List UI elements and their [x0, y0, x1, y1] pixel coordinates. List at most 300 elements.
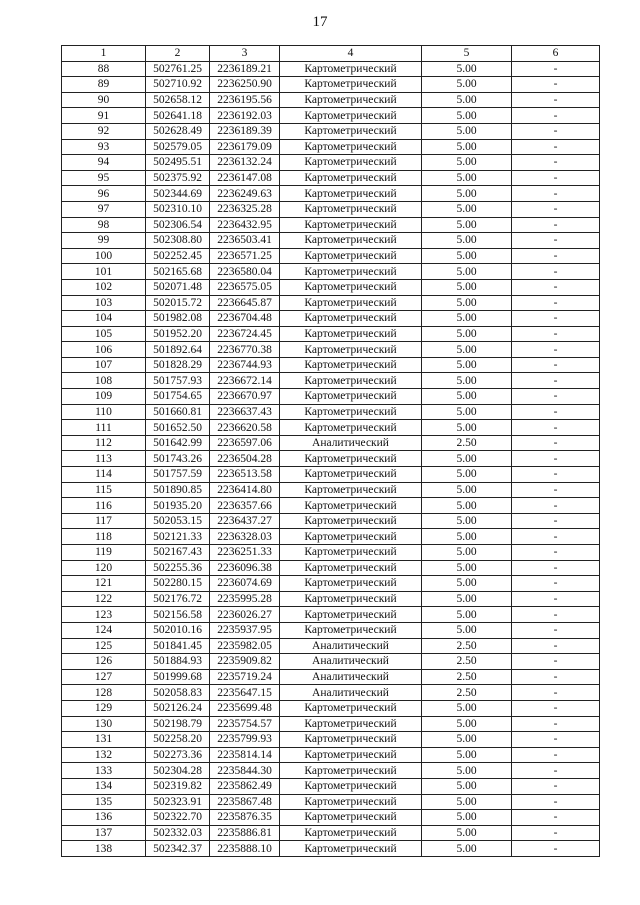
accuracy-cell: 5.00 [422, 186, 512, 202]
point-number-cell: 96 [62, 186, 146, 202]
table-row [62, 342, 600, 358]
accuracy-cell: 5.00 [422, 825, 512, 841]
point-number-cell: 89 [62, 77, 146, 93]
x-coordinate-cell: 502273.36 [146, 747, 210, 763]
note-cell: - [512, 248, 600, 264]
x-coordinate-cell: 502258.20 [146, 732, 210, 748]
accuracy-cell: 5.00 [422, 389, 512, 405]
table-row [62, 716, 600, 732]
x-coordinate-cell: 502156.58 [146, 607, 210, 623]
x-coordinate-cell: 502058.83 [146, 685, 210, 701]
y-coordinate-cell: 2236432.95 [210, 217, 280, 233]
note-cell: - [512, 747, 600, 763]
accuracy-cell: 5.00 [422, 607, 512, 623]
point-number-cell: 108 [62, 373, 146, 389]
method-cell: Картометрический [280, 61, 422, 77]
method-cell: Аналитический [280, 669, 422, 685]
column-header: 6 [512, 46, 600, 62]
y-coordinate-cell: 2235888.10 [210, 841, 280, 857]
y-coordinate-cell: 2236637.43 [210, 404, 280, 420]
table-row [62, 373, 600, 389]
accuracy-cell: 5.00 [422, 482, 512, 498]
x-coordinate-cell: 502579.05 [146, 139, 210, 155]
x-coordinate-cell: 502165.68 [146, 264, 210, 280]
method-cell: Картометрический [280, 295, 422, 311]
point-number-cell: 121 [62, 576, 146, 592]
method-cell: Картометрический [280, 591, 422, 607]
table-row [62, 529, 600, 545]
table-row [62, 404, 600, 420]
method-cell: Картометрический [280, 732, 422, 748]
accuracy-cell: 5.00 [422, 778, 512, 794]
method-cell: Картометрический [280, 513, 422, 529]
accuracy-cell: 5.00 [422, 498, 512, 514]
accuracy-cell: 5.00 [422, 420, 512, 436]
note-cell: - [512, 763, 600, 779]
x-coordinate-cell: 501642.99 [146, 435, 210, 451]
x-coordinate-cell: 502710.92 [146, 77, 210, 93]
note-cell: - [512, 576, 600, 592]
table-row [62, 591, 600, 607]
note-cell: - [512, 622, 600, 638]
accuracy-cell: 5.00 [422, 295, 512, 311]
y-coordinate-cell: 2235909.82 [210, 654, 280, 670]
method-cell: Картометрический [280, 279, 422, 295]
y-coordinate-cell: 2236325.28 [210, 201, 280, 217]
x-coordinate-cell: 501757.59 [146, 467, 210, 483]
point-number-cell: 99 [62, 233, 146, 249]
table-row [62, 685, 600, 701]
note-cell: - [512, 451, 600, 467]
y-coordinate-cell: 2236195.56 [210, 92, 280, 108]
y-coordinate-cell: 2236414.80 [210, 482, 280, 498]
y-coordinate-cell: 2236179.09 [210, 139, 280, 155]
point-number-cell: 122 [62, 591, 146, 607]
y-coordinate-cell: 2235844.30 [210, 763, 280, 779]
note-cell: - [512, 201, 600, 217]
note-cell: - [512, 264, 600, 280]
accuracy-cell: 5.00 [422, 373, 512, 389]
note-cell: - [512, 404, 600, 420]
method-cell: Картометрический [280, 233, 422, 249]
y-coordinate-cell: 2235799.93 [210, 732, 280, 748]
y-coordinate-cell: 2236580.04 [210, 264, 280, 280]
y-coordinate-cell: 2236132.24 [210, 155, 280, 171]
y-coordinate-cell: 2235995.28 [210, 591, 280, 607]
accuracy-cell: 5.00 [422, 467, 512, 483]
x-coordinate-cell: 502053.15 [146, 513, 210, 529]
point-number-cell: 123 [62, 607, 146, 623]
y-coordinate-cell: 2236575.05 [210, 279, 280, 295]
method-cell: Картометрический [280, 825, 422, 841]
accuracy-cell: 5.00 [422, 170, 512, 186]
point-number-cell: 132 [62, 747, 146, 763]
point-number-cell: 105 [62, 326, 146, 342]
x-coordinate-cell: 502761.25 [146, 61, 210, 77]
method-cell: Картометрический [280, 607, 422, 623]
page-number: 17 [312, 14, 328, 30]
point-number-cell: 104 [62, 311, 146, 327]
y-coordinate-cell: 2235814.14 [210, 747, 280, 763]
note-cell: - [512, 295, 600, 311]
x-coordinate-cell: 502304.28 [146, 763, 210, 779]
x-coordinate-cell: 501952.20 [146, 326, 210, 342]
accuracy-cell: 5.00 [422, 451, 512, 467]
note-cell: - [512, 607, 600, 623]
table-header [62, 46, 600, 62]
method-cell: Картометрический [280, 778, 422, 794]
y-coordinate-cell: 2236620.58 [210, 420, 280, 436]
note-cell: - [512, 467, 600, 483]
point-number-cell: 111 [62, 420, 146, 436]
accuracy-cell: 5.00 [422, 576, 512, 592]
note-cell: - [512, 342, 600, 358]
x-coordinate-cell: 501743.26 [146, 451, 210, 467]
x-coordinate-cell: 501884.93 [146, 654, 210, 670]
accuracy-cell: 5.00 [422, 529, 512, 545]
table-row [62, 233, 600, 249]
x-coordinate-cell: 501890.85 [146, 482, 210, 498]
x-coordinate-cell: 502344.69 [146, 186, 210, 202]
column-header: 2 [146, 46, 210, 62]
method-cell: Картометрический [280, 700, 422, 716]
table-row [62, 732, 600, 748]
table-row [62, 357, 600, 373]
y-coordinate-cell: 2235719.24 [210, 669, 280, 685]
point-number-cell: 102 [62, 279, 146, 295]
note-cell: - [512, 778, 600, 794]
note-cell: - [512, 155, 600, 171]
accuracy-cell: 2.50 [422, 638, 512, 654]
method-cell: Картометрический [280, 217, 422, 233]
accuracy-cell: 5.00 [422, 732, 512, 748]
point-number-cell: 117 [62, 513, 146, 529]
point-number-cell: 106 [62, 342, 146, 358]
method-cell: Картометрический [280, 201, 422, 217]
method-cell: Картометрический [280, 747, 422, 763]
accuracy-cell: 5.00 [422, 326, 512, 342]
table-row [62, 389, 600, 405]
method-cell: Аналитический [280, 638, 422, 654]
accuracy-cell: 2.50 [422, 669, 512, 685]
y-coordinate-cell: 2235867.48 [210, 794, 280, 810]
x-coordinate-cell: 502015.72 [146, 295, 210, 311]
point-number-cell: 101 [62, 264, 146, 280]
y-coordinate-cell: 2236026.27 [210, 607, 280, 623]
accuracy-cell: 5.00 [422, 264, 512, 280]
y-coordinate-cell: 2236504.28 [210, 451, 280, 467]
point-number-cell: 113 [62, 451, 146, 467]
table-row [62, 248, 600, 264]
accuracy-cell: 5.00 [422, 201, 512, 217]
y-coordinate-cell: 2236249.63 [210, 186, 280, 202]
point-number-cell: 129 [62, 700, 146, 716]
note-cell: - [512, 373, 600, 389]
x-coordinate-cell: 502495.51 [146, 155, 210, 171]
note-cell: - [512, 139, 600, 155]
note-cell: - [512, 825, 600, 841]
point-number-cell: 116 [62, 498, 146, 514]
point-number-cell: 100 [62, 248, 146, 264]
y-coordinate-cell: 2236251.33 [210, 545, 280, 561]
point-number-cell: 135 [62, 794, 146, 810]
point-number-cell: 109 [62, 389, 146, 405]
note-cell: - [512, 123, 600, 139]
method-cell: Картометрический [280, 186, 422, 202]
accuracy-cell: 5.00 [422, 77, 512, 93]
note-cell: - [512, 170, 600, 186]
x-coordinate-cell: 502641.18 [146, 108, 210, 124]
x-coordinate-cell: 502308.80 [146, 233, 210, 249]
point-number-cell: 115 [62, 482, 146, 498]
method-cell: Картометрический [280, 545, 422, 561]
accuracy-cell: 5.00 [422, 217, 512, 233]
accuracy-cell: 5.00 [422, 248, 512, 264]
x-coordinate-cell: 502280.15 [146, 576, 210, 592]
point-number-cell: 112 [62, 435, 146, 451]
point-number-cell: 128 [62, 685, 146, 701]
y-coordinate-cell: 2236704.48 [210, 311, 280, 327]
table-row [62, 186, 600, 202]
table-row [62, 61, 600, 77]
note-cell: - [512, 669, 600, 685]
point-number-cell: 133 [62, 763, 146, 779]
point-number-cell: 92 [62, 123, 146, 139]
table-row [62, 139, 600, 155]
y-coordinate-cell: 2236189.39 [210, 123, 280, 139]
method-cell: Картометрический [280, 123, 422, 139]
method-cell: Картометрический [280, 155, 422, 171]
table-row [62, 576, 600, 592]
y-coordinate-cell: 2236357.66 [210, 498, 280, 514]
x-coordinate-cell: 501652.50 [146, 420, 210, 436]
accuracy-cell: 5.00 [422, 311, 512, 327]
point-number-cell: 103 [62, 295, 146, 311]
x-coordinate-cell: 501754.65 [146, 389, 210, 405]
accuracy-cell: 5.00 [422, 763, 512, 779]
table-row [62, 607, 600, 623]
y-coordinate-cell: 2236074.69 [210, 576, 280, 592]
accuracy-cell: 5.00 [422, 233, 512, 249]
note-cell: - [512, 794, 600, 810]
accuracy-cell: 5.00 [422, 279, 512, 295]
table-row [62, 482, 600, 498]
x-coordinate-cell: 501999.68 [146, 669, 210, 685]
method-cell: Картометрический [280, 794, 422, 810]
table-row [62, 279, 600, 295]
accuracy-cell: 5.00 [422, 155, 512, 171]
accuracy-cell: 5.00 [422, 123, 512, 139]
x-coordinate-cell: 502332.03 [146, 825, 210, 841]
table-row [62, 841, 600, 857]
method-cell: Картометрический [280, 92, 422, 108]
x-coordinate-cell: 502628.49 [146, 123, 210, 139]
x-coordinate-cell: 502071.48 [146, 279, 210, 295]
note-cell: - [512, 700, 600, 716]
point-number-cell: 120 [62, 560, 146, 576]
note-cell: - [512, 560, 600, 576]
note-cell: - [512, 311, 600, 327]
table-row [62, 326, 600, 342]
method-cell: Картометрический [280, 498, 422, 514]
note-cell: - [512, 716, 600, 732]
x-coordinate-cell: 501841.45 [146, 638, 210, 654]
method-cell: Аналитический [280, 654, 422, 670]
note-cell: - [512, 654, 600, 670]
point-number-cell: 90 [62, 92, 146, 108]
table-row [62, 498, 600, 514]
x-coordinate-cell: 502010.16 [146, 622, 210, 638]
method-cell: Картометрический [280, 311, 422, 327]
table-row [62, 560, 600, 576]
accuracy-cell: 5.00 [422, 139, 512, 155]
point-number-cell: 119 [62, 545, 146, 561]
table-row [62, 451, 600, 467]
note-cell: - [512, 841, 600, 857]
y-coordinate-cell: 2235937.95 [210, 622, 280, 638]
x-coordinate-cell: 502121.33 [146, 529, 210, 545]
point-number-cell: 127 [62, 669, 146, 685]
accuracy-cell: 5.00 [422, 61, 512, 77]
accuracy-cell: 5.00 [422, 841, 512, 857]
y-coordinate-cell: 2235647.15 [210, 685, 280, 701]
point-number-cell: 130 [62, 716, 146, 732]
point-number-cell: 97 [62, 201, 146, 217]
table-row [62, 669, 600, 685]
note-cell: - [512, 61, 600, 77]
method-cell: Картометрический [280, 77, 422, 93]
x-coordinate-cell: 501935.20 [146, 498, 210, 514]
x-coordinate-cell: 502375.92 [146, 170, 210, 186]
header-row [62, 46, 600, 62]
table-row [62, 217, 600, 233]
method-cell: Картометрический [280, 482, 422, 498]
table-row [62, 700, 600, 716]
accuracy-cell: 5.00 [422, 342, 512, 358]
note-cell: - [512, 529, 600, 545]
method-cell: Картометрический [280, 373, 422, 389]
accuracy-cell: 5.00 [422, 622, 512, 638]
table-row [62, 201, 600, 217]
x-coordinate-cell: 501660.81 [146, 404, 210, 420]
y-coordinate-cell: 2236250.90 [210, 77, 280, 93]
y-coordinate-cell: 2236503.41 [210, 233, 280, 249]
accuracy-cell: 5.00 [422, 591, 512, 607]
note-cell: - [512, 420, 600, 436]
y-coordinate-cell: 2236096.38 [210, 560, 280, 576]
method-cell: Картометрический [280, 139, 422, 155]
note-cell: - [512, 810, 600, 826]
x-coordinate-cell: 502323.91 [146, 794, 210, 810]
note-cell: - [512, 77, 600, 93]
y-coordinate-cell: 2235876.35 [210, 810, 280, 826]
point-number-cell: 95 [62, 170, 146, 186]
accuracy-cell: 2.50 [422, 654, 512, 670]
accuracy-cell: 5.00 [422, 92, 512, 108]
method-cell: Картометрический [280, 841, 422, 857]
accuracy-cell: 5.00 [422, 700, 512, 716]
point-number-cell: 88 [62, 61, 146, 77]
method-cell: Аналитический [280, 435, 422, 451]
y-coordinate-cell: 2236744.93 [210, 357, 280, 373]
note-cell: - [512, 233, 600, 249]
point-number-cell: 138 [62, 841, 146, 857]
x-coordinate-cell: 502322.70 [146, 810, 210, 826]
table-row [62, 155, 600, 171]
table-row [62, 170, 600, 186]
method-cell: Картометрический [280, 576, 422, 592]
point-number-cell: 125 [62, 638, 146, 654]
note-cell: - [512, 217, 600, 233]
y-coordinate-cell: 2236513.58 [210, 467, 280, 483]
y-coordinate-cell: 2236147.08 [210, 170, 280, 186]
x-coordinate-cell: 502306.54 [146, 217, 210, 233]
method-cell: Картометрический [280, 467, 422, 483]
table-row [62, 311, 600, 327]
accuracy-cell: 5.00 [422, 560, 512, 576]
accuracy-cell: 5.00 [422, 747, 512, 763]
accuracy-cell: 5.00 [422, 716, 512, 732]
method-cell: Картометрический [280, 451, 422, 467]
point-number-cell: 94 [62, 155, 146, 171]
x-coordinate-cell: 501982.08 [146, 311, 210, 327]
x-coordinate-cell: 502252.45 [146, 248, 210, 264]
note-cell: - [512, 482, 600, 498]
x-coordinate-cell: 501828.29 [146, 357, 210, 373]
y-coordinate-cell: 2235754.57 [210, 716, 280, 732]
point-number-cell: 136 [62, 810, 146, 826]
x-coordinate-cell: 502342.37 [146, 841, 210, 857]
table-row [62, 420, 600, 436]
table-row [62, 810, 600, 826]
note-cell: - [512, 186, 600, 202]
point-number-cell: 114 [62, 467, 146, 483]
y-coordinate-cell: 2236192.03 [210, 108, 280, 124]
note-cell: - [512, 685, 600, 701]
table-row [62, 638, 600, 654]
y-coordinate-cell: 2236645.87 [210, 295, 280, 311]
coordinates-table [61, 45, 600, 857]
x-coordinate-cell: 502319.82 [146, 778, 210, 794]
point-number-cell: 124 [62, 622, 146, 638]
y-coordinate-cell: 2236328.03 [210, 529, 280, 545]
point-number-cell: 98 [62, 217, 146, 233]
table-row [62, 123, 600, 139]
accuracy-cell: 5.00 [422, 810, 512, 826]
table-row [62, 622, 600, 638]
note-cell: - [512, 545, 600, 561]
note-cell: - [512, 435, 600, 451]
note-cell: - [512, 389, 600, 405]
y-coordinate-cell: 2236672.14 [210, 373, 280, 389]
x-coordinate-cell: 502658.12 [146, 92, 210, 108]
method-cell: Картометрический [280, 326, 422, 342]
table-row [62, 778, 600, 794]
point-number-cell: 91 [62, 108, 146, 124]
y-coordinate-cell: 2235886.81 [210, 825, 280, 841]
column-header: 1 [62, 46, 146, 62]
note-cell: - [512, 591, 600, 607]
method-cell: Картометрический [280, 420, 422, 436]
y-coordinate-cell: 2236770.38 [210, 342, 280, 358]
y-coordinate-cell: 2236597.06 [210, 435, 280, 451]
note-cell: - [512, 357, 600, 373]
method-cell: Картометрический [280, 389, 422, 405]
method-cell: Картометрический [280, 716, 422, 732]
point-number-cell: 126 [62, 654, 146, 670]
note-cell: - [512, 513, 600, 529]
y-coordinate-cell: 2235862.49 [210, 778, 280, 794]
